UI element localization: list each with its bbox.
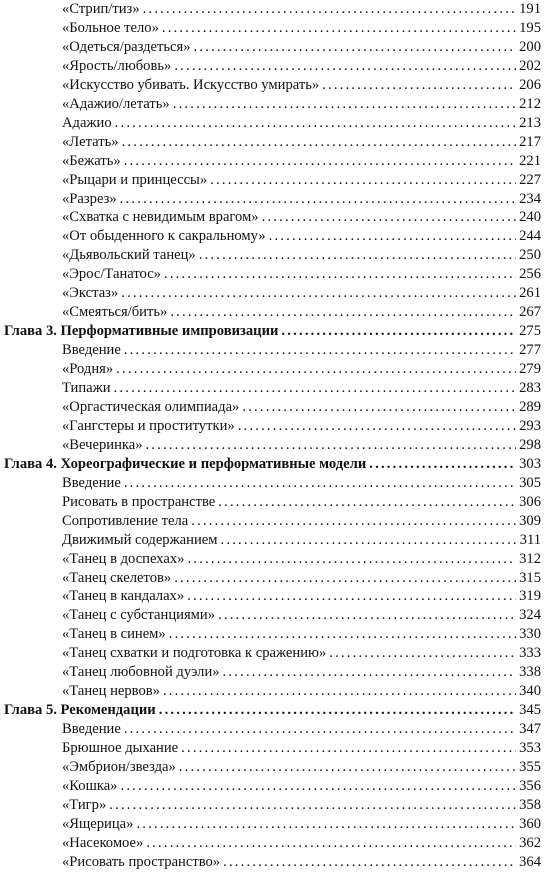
dot-leader — [120, 777, 516, 796]
toc-entry-row — [0, 227, 547, 246]
dot-leader — [194, 38, 517, 57]
dot-leader — [173, 95, 516, 114]
dot-leader — [262, 208, 517, 227]
page-number: 306 — [519, 493, 541, 510]
page-number: 362 — [519, 834, 541, 851]
toc-entry-row — [0, 398, 547, 417]
entry-title: «Стрип/тиз» — [62, 1, 140, 17]
entry-line — [62, 834, 541, 853]
dot-leader — [124, 474, 516, 493]
page-number: 303 — [519, 455, 541, 472]
toc-entry-row — [0, 777, 547, 796]
toc-entry-row — [0, 417, 547, 436]
entry-line — [62, 663, 541, 682]
entry-line — [62, 550, 541, 569]
entry-line — [62, 227, 541, 246]
entry-title: «Смеяться/бить» — [62, 304, 168, 321]
entry-line — [62, 95, 541, 114]
dot-leader — [322, 76, 516, 95]
page-number: 324 — [519, 607, 541, 624]
dot-leader — [170, 303, 516, 322]
page-number: 289 — [519, 398, 541, 415]
entry-title: «Дьявольский танец» — [62, 247, 196, 264]
entry-line — [62, 0, 541, 19]
toc-entry-row — [0, 758, 547, 777]
page-number: 358 — [519, 796, 541, 813]
entry-title: «Эмбрион/звезда» — [62, 759, 176, 775]
entry-line — [62, 644, 541, 663]
toc-entry-row — [0, 587, 547, 606]
entry-title: «Танец в синем» — [62, 626, 166, 643]
entry-line — [62, 853, 541, 872]
dot-leader — [169, 625, 516, 644]
dot-leader — [136, 815, 516, 834]
page-number: 279 — [519, 361, 541, 378]
page-number: 250 — [519, 247, 541, 264]
dot-leader — [109, 796, 516, 815]
entry-title: «Танец схватки и подготовка к сражению» — [62, 645, 327, 662]
dot-leader — [146, 436, 517, 455]
toc-entry-row — [0, 796, 547, 815]
entry-title: «Тигр» — [62, 796, 107, 813]
dot-leader — [124, 341, 516, 360]
entry-title: Движимый содержанием — [62, 531, 218, 548]
entry-line — [62, 208, 541, 227]
dot-leader — [242, 398, 516, 417]
page-number: 364 — [519, 853, 541, 870]
entry-line — [62, 190, 541, 209]
dot-leader — [329, 644, 516, 663]
entry-title: «Родня» — [62, 361, 114, 378]
entry-title: «Схватка с невидимым врагом» — [62, 209, 259, 226]
dot-leader — [115, 114, 516, 133]
dot-leader — [159, 701, 516, 720]
page-number: 200 — [519, 38, 541, 55]
entry-line — [62, 796, 541, 815]
page-number: 227 — [519, 171, 541, 188]
dot-leader — [191, 512, 516, 531]
toc-entry-row — [0, 853, 547, 872]
toc-entry-row — [0, 57, 547, 76]
dot-leader — [164, 265, 516, 284]
dot-leader — [120, 190, 516, 209]
entry-title: Типажи — [62, 380, 111, 396]
page-number: 312 — [519, 550, 541, 567]
entry-line — [62, 360, 541, 379]
page-number: 212 — [519, 95, 541, 112]
toc-entry-row — [0, 512, 547, 531]
page-number: 355 — [519, 759, 541, 775]
dot-leader — [223, 853, 516, 872]
page-number: 360 — [519, 815, 541, 832]
chapter-line — [4, 701, 541, 720]
entry-title: «Эрос/Танатос» — [62, 266, 161, 283]
entry-title: «Адажио/летать» — [62, 95, 170, 112]
entry-line — [62, 720, 541, 739]
dot-leader — [187, 587, 516, 606]
toc-entry-row — [0, 436, 547, 455]
page-number: 256 — [519, 266, 541, 283]
toc-chapter-row — [0, 701, 547, 720]
page-number: 330 — [519, 626, 541, 643]
toc-entry-row — [0, 38, 547, 57]
toc-entry-row — [0, 190, 547, 209]
entry-line — [62, 417, 541, 436]
dot-leader — [124, 152, 516, 171]
dot-leader — [369, 455, 516, 474]
entry-title: «Кошка» — [62, 777, 118, 794]
entry-title: «Танец скелетов» — [62, 569, 172, 586]
entry-line — [62, 758, 541, 777]
dot-leader — [122, 133, 517, 152]
entry-title: «Рисовать пространство» — [62, 853, 221, 870]
chapter-line — [4, 455, 541, 474]
entry-title: «Танец нервов» — [62, 683, 160, 700]
page-number: 298 — [519, 436, 541, 453]
dot-leader — [187, 550, 516, 569]
toc-entry-row — [0, 379, 547, 398]
page-number: 191 — [519, 1, 541, 17]
entry-line — [62, 606, 541, 625]
entry-line — [62, 474, 541, 493]
dot-leader — [269, 227, 517, 246]
dot-leader — [221, 531, 517, 550]
page-number: 340 — [519, 683, 541, 700]
entry-line — [62, 303, 541, 322]
chapter-line — [4, 322, 541, 341]
chapter-title: Глава 3. Перформативные импровизации — [4, 323, 279, 340]
toc-entry-row — [0, 246, 547, 265]
toc-entry-row — [0, 171, 547, 190]
page-number: 213 — [519, 114, 541, 131]
dot-leader — [174, 57, 516, 76]
entry-line — [62, 531, 541, 550]
page-number: 293 — [519, 417, 541, 434]
entry-title: Введение — [62, 721, 121, 738]
page-number: 311 — [519, 531, 541, 548]
entry-line — [62, 569, 541, 588]
toc-chapter-row — [0, 322, 547, 341]
entry-line — [62, 265, 541, 284]
toc-entry-row — [0, 0, 547, 19]
toc-entry-row — [0, 76, 547, 95]
entry-title: «Больное тело» — [62, 19, 159, 36]
dot-leader — [238, 417, 516, 436]
entry-title: «Вечеринка» — [62, 436, 143, 453]
page-number: 283 — [519, 380, 541, 396]
page-number: 315 — [519, 569, 541, 586]
dot-leader — [181, 739, 516, 758]
entry-title: «Искусство убивать. Искусство умирать» — [62, 76, 320, 93]
dot-leader — [121, 284, 516, 303]
entry-line — [62, 19, 541, 38]
entry-line — [62, 38, 541, 57]
dot-leader — [116, 360, 516, 379]
chapter-title: Глава 4. Хореографические и перформативные модели — [4, 455, 367, 472]
toc-entry-row — [0, 341, 547, 360]
dot-leader — [163, 682, 516, 701]
entry-title: «Ящерица» — [62, 815, 134, 832]
entry-line — [62, 625, 541, 644]
entry-line — [62, 114, 541, 133]
toc-entry-row — [0, 644, 547, 663]
dot-leader — [223, 663, 517, 682]
dot-leader — [218, 606, 516, 625]
dot-leader — [162, 19, 516, 38]
page-number: 338 — [519, 664, 541, 681]
toc-entry-row — [0, 834, 547, 853]
page-number: 345 — [519, 702, 541, 719]
page-number: 353 — [519, 740, 541, 757]
dot-leader — [199, 246, 516, 265]
toc-entry-row — [0, 114, 547, 133]
toc-entry-row — [0, 360, 547, 379]
entry-line — [62, 777, 541, 796]
page-number: 319 — [519, 588, 541, 605]
page-number: 267 — [519, 304, 541, 321]
entry-line — [62, 739, 541, 758]
entry-line — [62, 512, 541, 531]
toc-entry-row — [0, 208, 547, 227]
toc-entry-row — [0, 474, 547, 493]
toc-entry-row — [0, 606, 547, 625]
toc-entry-row — [0, 493, 547, 512]
dot-leader — [281, 322, 516, 341]
entry-line — [62, 682, 541, 701]
entry-line — [62, 341, 541, 360]
entry-title: «Ярость/любовь» — [62, 57, 172, 74]
dot-leader — [179, 758, 516, 777]
entry-title: «Летать» — [62, 133, 119, 150]
toc-entry-row — [0, 19, 547, 38]
entry-title: «Танец в доспехах» — [62, 550, 185, 567]
page-number: 275 — [519, 323, 541, 340]
page-number: 277 — [519, 342, 541, 359]
dot-leader — [218, 493, 516, 512]
entry-line — [62, 284, 541, 303]
page-number: 356 — [519, 777, 541, 794]
entry-line — [62, 171, 541, 190]
entry-title: «Насекомое» — [62, 834, 144, 851]
entry-title: Сопротивление тела — [62, 512, 189, 529]
dot-leader — [143, 0, 516, 19]
entry-line — [62, 246, 541, 265]
page-number: 347 — [519, 721, 541, 738]
toc-entry-row — [0, 739, 547, 758]
dot-leader — [114, 379, 517, 398]
page-number: 309 — [519, 512, 541, 529]
entry-title: «Танец в кандалах» — [62, 588, 185, 605]
dot-leader — [210, 171, 516, 190]
entry-title: Введение — [62, 474, 121, 491]
toc-entry-row — [0, 265, 547, 284]
toc-entry-row — [0, 95, 547, 114]
entry-title: «Танец любовной дуэли» — [62, 664, 220, 681]
page-number: 333 — [519, 645, 541, 662]
entry-title: Адажио — [62, 114, 112, 131]
page-number: 261 — [519, 285, 541, 302]
toc-entry-row — [0, 531, 547, 550]
page-number: 217 — [519, 133, 541, 150]
entry-title: «От обыденного к сакральному» — [62, 228, 266, 245]
page-number: 202 — [519, 57, 541, 74]
toc-entry-row — [0, 550, 547, 569]
entry-title: «Одеться/раздеться» — [62, 38, 191, 55]
toc-entry-row — [0, 682, 547, 701]
toc-entry-row — [0, 569, 547, 588]
entry-title: Введение — [62, 342, 121, 359]
toc-chapter-row — [0, 455, 547, 474]
entry-line — [62, 76, 541, 95]
toc-entry-row — [0, 625, 547, 644]
page-number: 244 — [519, 228, 541, 245]
page-number: 240 — [519, 209, 541, 226]
entry-title: Рисовать в пространстве — [62, 493, 216, 510]
entry-line — [62, 379, 541, 398]
entry-title: «Танец с субстанциями» — [62, 607, 216, 624]
toc-entry-row — [0, 152, 547, 171]
toc-entry-row — [0, 815, 547, 834]
page-number: 206 — [519, 76, 541, 93]
entry-title: «Оргастическая олимпиада» — [62, 398, 240, 415]
entry-line — [62, 493, 541, 512]
entry-line — [62, 587, 541, 606]
dot-leader — [146, 834, 516, 853]
entry-title: Брюшное дыхание — [62, 740, 179, 757]
page-number: 305 — [519, 474, 541, 491]
page-number: 195 — [519, 19, 541, 36]
entry-line — [62, 815, 541, 834]
entry-line — [62, 57, 541, 76]
dot-leader — [174, 569, 516, 588]
entry-title: «Бежать» — [62, 152, 121, 169]
entry-title: «Экстаз» — [62, 285, 119, 302]
entry-title: «Гангстеры и проститутки» — [62, 417, 235, 434]
toc-entry-row — [0, 720, 547, 739]
page-number: 221 — [519, 152, 541, 169]
entry-line — [62, 398, 541, 417]
chapter-title: Глава 5. Рекомендации — [4, 702, 156, 719]
toc-entry-row — [0, 284, 547, 303]
toc-entry-row — [0, 663, 547, 682]
entry-title: «Рыцари и принцессы» — [62, 171, 208, 188]
page-number: 234 — [519, 190, 541, 207]
entry-line — [62, 152, 541, 171]
entry-line — [62, 436, 541, 455]
toc-entry-row — [0, 303, 547, 322]
toc-entry-row — [0, 133, 547, 152]
entry-line — [62, 133, 541, 152]
entry-title: «Разрез» — [62, 190, 117, 207]
dot-leader — [124, 720, 516, 739]
